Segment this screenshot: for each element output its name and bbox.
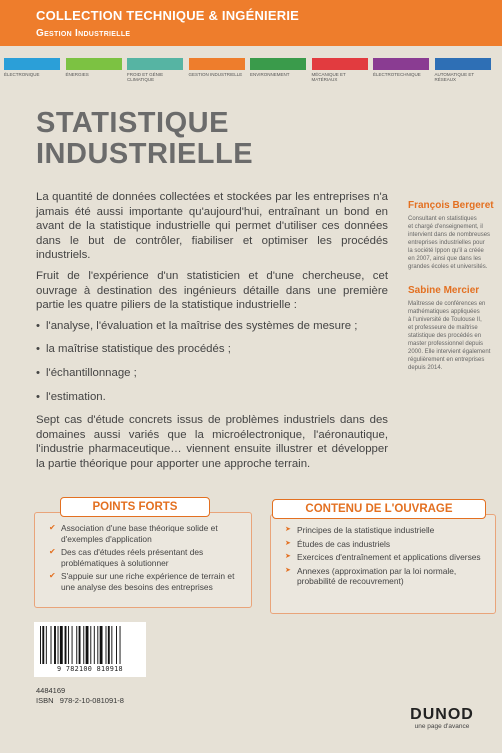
- bio-line: régulièrement en entreprises: [408, 357, 485, 363]
- barcode-bar: [42, 626, 44, 664]
- author-name: Sabine Mercier: [408, 285, 480, 296]
- category-swatch: [250, 58, 306, 77]
- barcode-bar: [94, 626, 95, 664]
- description: [36, 190, 388, 478]
- bio-line: à l'université de Toulouse II,: [408, 317, 482, 323]
- barcode-bar: [90, 626, 91, 664]
- barcode-bar: [108, 626, 110, 664]
- barcode-bar: [46, 626, 47, 664]
- swatch-bar: [250, 58, 306, 70]
- swatch-bar: [312, 58, 368, 70]
- list-item: ➤ Exercices d'entraînement et applications diverses: [285, 552, 489, 563]
- bio-line: mathématiques appliquées: [408, 309, 480, 315]
- bio-line: intervient dans de nombreuses: [408, 232, 491, 238]
- description-paragraph-1: La quantité de données collectées et stockées par les entreprises n'a jamais été aussi importante qu'aujourd'hui, entraînant un bond en avant de la statistique industrielle qui permet d'utiliser ces données dans le but de contrôler, fiabiliser et optimiser les procédés industriels.: [36, 191, 388, 262]
- publisher-logo: [392, 706, 492, 730]
- list-item: ✔ Des cas d'études réels présentant des problématiques à solutionner: [49, 547, 245, 568]
- barcode-bar: [76, 626, 77, 664]
- internal-code: 4484169: [36, 686, 66, 695]
- list-item: • l'estimation.: [36, 390, 388, 405]
- pillars-list: [36, 319, 388, 404]
- book-title: [36, 108, 253, 170]
- list-item: ➤ Principes de la statistique industrielle: [285, 525, 489, 536]
- points-forts-panel: [34, 512, 252, 608]
- swatch-label: AUTOMATIQUE ET RÉSEAUX: [434, 72, 475, 82]
- list-item: • la maîtrise statistique des procédés ;: [36, 342, 388, 357]
- category-swatch: [435, 58, 491, 82]
- barcode-bar: [79, 626, 81, 664]
- list-item: ➤ Études de cas industriels: [285, 539, 489, 550]
- category-swatch: [312, 58, 368, 82]
- publisher-name: DUNOD: [410, 706, 474, 723]
- bio-line: en 2007, ainsi que dans les: [408, 256, 482, 262]
- swatch-bar: [66, 58, 122, 70]
- collection-header: [0, 0, 502, 46]
- swatch-bar: [373, 58, 429, 70]
- bio-line: statistique des procédés en: [408, 333, 482, 339]
- isbn: ISBN 978-2-10-081091-8: [36, 696, 124, 705]
- category-swatches: [4, 58, 498, 94]
- bio-line: 2000. Elle intervient également: [408, 349, 491, 355]
- contenu-title: CONTENU DE L'OUVRAGE: [272, 499, 486, 519]
- category-swatch: [127, 58, 183, 82]
- author-2: [408, 285, 502, 372]
- bio-line: la société Ippon qu'il a créée: [408, 248, 484, 254]
- swatch-label: FROID ET GÉNIE CLIMATIQUE: [127, 72, 164, 82]
- barcode-bar: [60, 626, 63, 664]
- barcode-bar: [72, 626, 73, 664]
- barcode-bar: [106, 626, 107, 664]
- description-paragraph-3: Sept cas d'étude concrets issus de problèmes industriels dans des domaines aussi variés que la microélectronique, l'aéronautique, l'industrie pharmaceutique… viennent ensuite illustrer et développer la partie théorique pour apporter une approche terrain.: [36, 414, 388, 470]
- barcode-bars: [40, 626, 140, 664]
- swatch-label: ÉNERGIES: [65, 72, 89, 77]
- points-forts-list: [35, 513, 251, 592]
- product-codes: [36, 686, 124, 706]
- barcode-bar: [86, 626, 89, 664]
- contenu-panel: [270, 514, 496, 614]
- barcode-bar: [100, 626, 103, 664]
- category-swatch: [189, 58, 245, 77]
- barcode-bar: [65, 626, 67, 664]
- barcode: [34, 622, 146, 677]
- list-item: • l'analyse, l'évaluation et la maîtrise des systèmes de mesure ;: [36, 319, 388, 334]
- barcode-bar: [58, 626, 59, 664]
- barcode-bar: [51, 626, 52, 664]
- swatch-bar: [189, 58, 245, 70]
- swatch-bar: [127, 58, 183, 70]
- swatch-bar: [4, 58, 60, 70]
- bio-line: master professionnel depuis: [408, 341, 484, 347]
- category-swatch: [4, 58, 60, 77]
- barcode-bar: [116, 626, 117, 664]
- author-name: François Bergeret: [408, 200, 494, 211]
- swatch-label: MÉCANIQUE ET MATÉRIAUX: [311, 72, 346, 82]
- bio-line: et professeure de maîtrise: [408, 325, 478, 331]
- barcode-bar: [111, 626, 112, 664]
- publisher-tagline: une page d'avance: [414, 723, 470, 730]
- book-title-line1: STATISTIQUE: [36, 107, 229, 139]
- author-bio: [408, 300, 502, 372]
- barcode-bar: [120, 626, 121, 664]
- barcode-bar: [68, 626, 69, 664]
- barcode-number: 9 782100 810918: [57, 665, 123, 673]
- collection-title: COLLECTION TECHNIQUE & INGÉNIERIE: [36, 8, 300, 23]
- list-item: • l'échantillonnage ;: [36, 366, 388, 381]
- list-item: ✔ Association d'une base théorique solide et d'exemples d'application: [49, 523, 245, 544]
- bio-line: Maîtresse de conférences en: [408, 301, 486, 307]
- swatch-label: ÉLECTRONIQUE: [4, 72, 40, 77]
- swatch-label: ENVIRONNEMENT: [250, 72, 290, 77]
- barcode-bar: [54, 626, 56, 664]
- bio-line: et chargé d'enseignement, il: [408, 224, 483, 230]
- swatch-bar: [435, 58, 491, 70]
- swatch-label: ÉLECTROTECHNIQUE: [373, 72, 421, 77]
- bio-line: grandes écoles et universités.: [408, 264, 488, 270]
- subcollection-title: Gestion Industrielle: [36, 28, 131, 39]
- author-bio: [408, 215, 502, 271]
- category-swatch: [66, 58, 122, 77]
- barcode-bar: [40, 626, 41, 664]
- bio-line: depuis 2014.: [408, 365, 443, 371]
- list-item: ✔ S'appuie sur une riche expérience de terrain et une analyse des besoins des entreprises: [49, 571, 245, 592]
- book-title-line2: INDUSTRIELLE: [36, 138, 254, 170]
- bio-line: Consultant en statistiques: [408, 216, 477, 222]
- barcode-bar: [97, 626, 98, 664]
- list-item: ➤ Annexes (approximation par la loi normale, probabilité de recouvrement): [285, 566, 489, 587]
- description-paragraph-2: Fruit de l'expérience d'un statisticien et d'une chercheuse, cet ouvrage à destination des ingénieurs détaille dans une première partie les quatre piliers de la statistique industrielle :: [36, 269, 388, 312]
- swatch-label: GESTION INDUSTRIELLE: [188, 72, 243, 77]
- category-swatch: [373, 58, 429, 77]
- author-1: [408, 200, 502, 271]
- contenu-list: [271, 515, 495, 587]
- bio-line: entreprises industrielles pour: [408, 240, 485, 246]
- barcode-bar: [83, 626, 84, 664]
- authors-column: [408, 200, 502, 372]
- points-forts-title: POINTS FORTS: [60, 497, 210, 517]
